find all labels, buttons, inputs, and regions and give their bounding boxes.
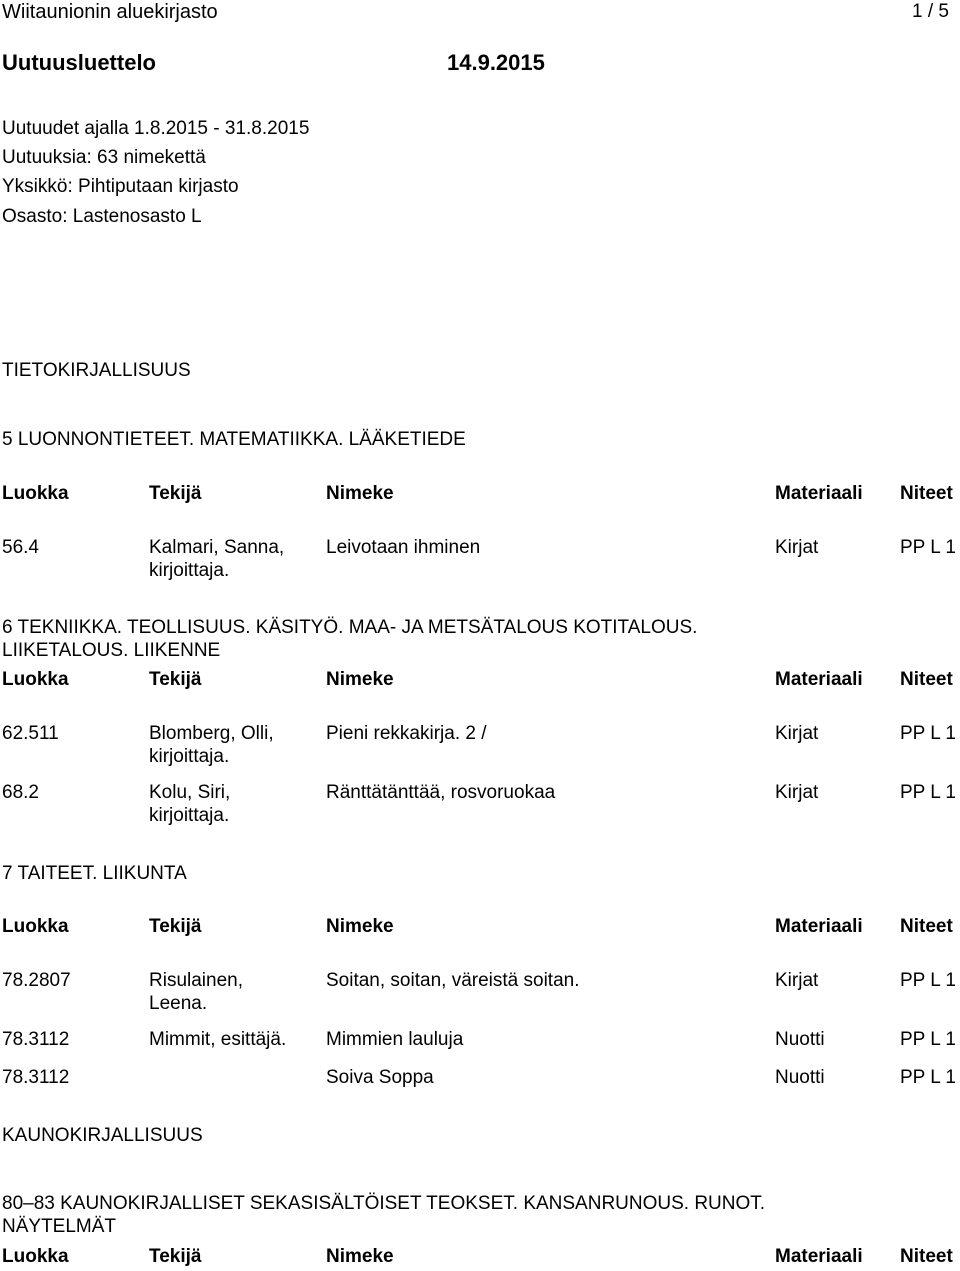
cell-materiaali: Kirjat (775, 723, 819, 744)
cell-luokka: 78.2807 (2, 970, 71, 991)
column-nimeke: Nimeke (326, 483, 394, 504)
column-nimeke: Nimeke (326, 669, 394, 690)
meta-count: Uutuuksia: 63 nimekettä (2, 147, 206, 168)
column-tekija: Tekijä (149, 916, 202, 937)
cell-luokka: 56.4 (2, 537, 39, 558)
cell-nimeke: Soitan, soitan, väreistä soitan. (326, 970, 580, 991)
column-niteet: Niteet (900, 916, 953, 937)
cell-tekija: Mimmit, esittäjä. (149, 1029, 287, 1050)
cell-materiaali: Kirjat (775, 970, 819, 991)
cell-tekija-cont: kirjoittaja. (149, 746, 230, 767)
cell-materiaali: Nuotti (775, 1029, 825, 1050)
section-heading: 6 TEKNIIKKA. TEOLLISUUS. KÄSITYÖ. MAA- JA METSÄTALOUS KOTITALOUS. (2, 617, 698, 638)
cell-niteet: PP L 1 (900, 970, 956, 991)
column-niteet: Niteet (900, 669, 953, 690)
column-luokka: Luokka (2, 669, 69, 690)
cell-tekija-cont: Leena. (149, 993, 208, 1014)
cell-materiaali: Nuotti (775, 1067, 825, 1088)
section-heading-cont: NÄYTELMÄT (2, 1216, 117, 1237)
column-luokka: Luokka (2, 916, 69, 937)
column-tekija: Tekijä (149, 483, 202, 504)
cell-nimeke: Soiva Soppa (326, 1067, 434, 1088)
meta-department: Osasto: Lastenosasto L (2, 206, 202, 227)
cell-luokka: 78.3112 (2, 1029, 70, 1050)
cell-nimeke: Pieni rekkakirja. 2 / (326, 723, 487, 744)
cell-tekija-cont: kirjoittaja. (149, 805, 230, 826)
column-niteet: Niteet (900, 1246, 953, 1267)
cell-tekija: Risulainen, (149, 970, 243, 991)
column-luokka: Luokka (2, 1246, 69, 1267)
column-niteet: Niteet (900, 483, 953, 504)
column-materiaali: Materiaali (775, 916, 863, 937)
column-materiaali: Materiaali (775, 669, 863, 690)
cell-materiaali: Kirjat (775, 782, 819, 803)
cell-luokka: 62.511 (2, 723, 59, 744)
section-heading: 5 LUONNONTIETEET. MATEMATIIKKA. LÄÄKETIEDE (2, 429, 466, 450)
cell-tekija: Kolu, Siri, (149, 782, 231, 803)
section-heading: 7 TAITEET. LIIKUNTA (2, 863, 187, 884)
cell-niteet: PP L 1 (900, 1029, 956, 1050)
page-title: Uutuusluettelo (2, 50, 156, 75)
column-materiaali: Materiaali (775, 483, 863, 504)
category-heading: TIETOKIRJALLISUUS (2, 360, 191, 381)
section-heading-cont: LIIKETALOUS. LIIKENNE (2, 640, 221, 661)
category-heading: KAUNOKIRJALLISUUS (2, 1125, 203, 1146)
cell-tekija: Kalmari, Sanna, (149, 537, 285, 558)
cell-tekija: Blomberg, Olli, (149, 723, 274, 744)
meta-unit: Yksikkö: Pihtiputaan kirjasto (2, 176, 239, 197)
cell-niteet: PP L 1 (900, 782, 956, 803)
section-heading: 80–83 KAUNOKIRJALLISET SEKASISÄLTÖISET TEOKSET. KANSANRUNOUS. RUNOT. (2, 1193, 766, 1214)
cell-luokka: 68.2 (2, 782, 39, 803)
column-luokka: Luokka (2, 483, 69, 504)
column-tekija: Tekijä (149, 1246, 202, 1267)
page-number: 1 / 5 (912, 1, 949, 22)
library-name: Wiitaunionin aluekirjasto (2, 1, 218, 23)
cell-nimeke: Ränttätänttää, rosvoruokaa (326, 782, 556, 803)
cell-niteet: PP L 1 (900, 723, 956, 744)
column-materiaali: Materiaali (775, 1246, 863, 1267)
report-date: 14.9.2015 (447, 50, 545, 75)
column-nimeke: Nimeke (326, 916, 394, 937)
column-tekija: Tekijä (149, 669, 202, 690)
cell-nimeke: Leivotaan ihminen (326, 537, 481, 558)
meta-period: Uutuudet ajalla 1.8.2015 - 31.8.2015 (2, 118, 310, 139)
cell-luokka: 78.3112 (2, 1067, 70, 1088)
cell-nimeke: Mimmien lauluja (326, 1029, 464, 1050)
cell-niteet: PP L 1 (900, 1067, 956, 1088)
cell-materiaali: Kirjat (775, 537, 819, 558)
cell-tekija-cont: kirjoittaja. (149, 560, 230, 581)
column-nimeke: Nimeke (326, 1246, 394, 1267)
cell-niteet: PP L 1 (900, 537, 956, 558)
